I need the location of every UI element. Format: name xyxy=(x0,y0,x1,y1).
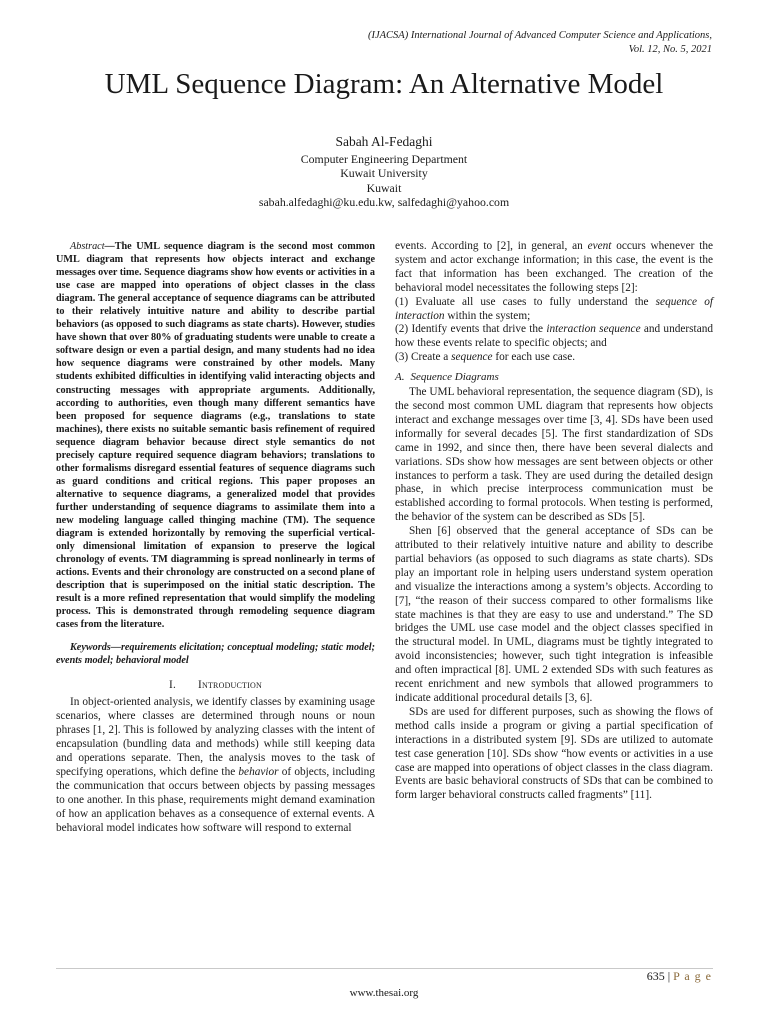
section-number: I. xyxy=(169,678,177,691)
footer-divider xyxy=(56,968,713,969)
section-heading-introduction xyxy=(56,679,375,693)
keywords xyxy=(56,641,375,667)
abstract-label: Abstract xyxy=(70,241,105,252)
subsection-title: Sequence Diagrams xyxy=(410,371,499,384)
keywords-label: Keywords xyxy=(70,642,111,654)
event-emphasis: event xyxy=(587,240,612,252)
step-3-text-b: for each use case. xyxy=(492,351,576,364)
sd-paragraph-2: Shen [6] observed that the general acceptance of SDs can be attributed to their relatively intuitive nature and ability to describe partial behaviors (as opposed to such diagrams as state charts). SDs play an important role in helping users understand system operation and visualize the interactions among a system’s objects. According to [7], “the reason of their success compared to other formalisms like state machines is that they are easy to use and understand.” The SD bridges the UML use case model and the object classes specified in the structural model. In UML, diagrams must be tightly integrated to avoid inconsistencies; however, such tight integration is infeasible and often impractical [8]. UML 2 extended SDs with such features as recent enrichment and new symbols that allowed programmers to indicate additional procedural details [3, 6]. xyxy=(395,525,713,704)
author-university: Kuwait University xyxy=(340,166,428,181)
step-1-text-a: (1) Evaluate all use cases to fully understand the xyxy=(395,295,656,308)
step-2-text-a: (2) Identify events that drive the xyxy=(395,323,547,336)
author-department: Computer Engineering Department xyxy=(300,152,468,166)
step-2 xyxy=(395,323,713,351)
journal-name: (IJACSA) International Journal of Advanced Computer Science and Applications, xyxy=(367,30,712,41)
page-number-value: 635 xyxy=(646,969,665,983)
subsection-heading xyxy=(395,371,713,385)
left-column xyxy=(56,240,375,835)
footer-website[interactable]: www.thesai.org xyxy=(349,987,419,999)
author-name: Sabah Al-Fedaghi xyxy=(335,134,433,149)
right-column xyxy=(395,240,713,803)
sd-paragraph-1: The UML behavioral representation, the sequence diagram (SD), is the second most common UML diagram that represents how objects interact and exchange messages over time [3, 4]. SDs have been used informally for several decades [5]. The first standardization of SDs came in 1992, and since then, there have been several dialects and variations. SDs show how messages are sent between objects or other instances to perform a task. They are used during the detailed design phase, in which precise interprocess communication must be established according to formal protocols. When testing is performed, the behavior of the system can be described as SDs [5]. xyxy=(395,386,713,524)
author-country: Kuwait xyxy=(366,180,402,195)
step-1 xyxy=(395,296,713,324)
page-separator: | xyxy=(664,969,674,983)
journal-header xyxy=(192,29,712,57)
abstract xyxy=(56,240,375,631)
intro-text-a: In object-oriented analysis, we identify classes by examining usage scenarios, where classes are determined through nouns or noun phrases [1, 2]. This is followed by analyzing classes with the intent of encapsulation (bundling data and methods) while still keeping data and operations separate. Then, the analysis moves to the task of specifying operations, which define the xyxy=(56,696,375,778)
abstract-dash: — xyxy=(104,241,115,252)
section-title: Introduction xyxy=(198,678,262,691)
step-2-text-b: and understand how these events relate to specific objects; and xyxy=(395,323,714,350)
sd-paragraph-3: SDs are used for different purposes, such as showing the flows of method calls inside a program or giving a partial specification of interactions in a distributed system [9]. SDs are utilized to automate test case generation [10]. SDs show “how events or activities in a use case are mapped into operations of object classes in the class diagram. Events are basic behavioral constructs of SDs that can be combined to form larger behavioral constructs called fragments” [11]. xyxy=(395,705,713,802)
page-word: P a g e xyxy=(673,969,712,983)
abstract-text: The UML sequence diagram is the second most common UML diagram that represents how objects interact and exchange messages over time. Sequence diagrams show how events or activities in a use case are mapped into operations of object classes in the class diagram. The general acceptance of sequence diagrams can be attributed to their relatively intuitive nature and ability to describe partial behaviors (as opposed to such diagrams as state charts). However, studies have shown that over 80% of graduating students were unable to create a software design or even a partial design, and many students had no idea how sequence diagrams were constrained by other models. Many students exhibited difficulties in identifying valid interacting objects and constructing messages with appropriate arguments. Additionally, according to authorities, even though many different semantics have been proposed for sequence diagrams (e.g., translations to state machines), there exists no suitable semantic basis refinement of required sequence diagram behavior because direct style semantics do not precisely capture required sequence diagram behaviors; translations to other formalisms disregard essential features of sequence diagrams such as guard conditions and critical regions. This paper proposes an alternative to sequence diagrams, a generalized model that provides further understanding of sequence diagrams to assimilate them into a new modeling language called thinging machine (TM). The sequence diagram is extended horizontally by removing the superficial vertical-only dimensional limitation of expansion to preserve the logical chronology of events. TM diagramming is spread nonlinearly in terms of actions. Events and their chronology are constructed on a second plane of description that is superimposed on the initial static description. The result is a more refined representation that would simplify the modeling process. This is demonstrated through remodeling sequence diagram cases from the literature. xyxy=(56,241,375,631)
step-1-text-b: within the system; xyxy=(444,309,531,322)
step-2-emphasis: interaction sequence xyxy=(546,323,641,336)
keywords-dash: — xyxy=(110,642,121,654)
intro-emphasis: behavior xyxy=(238,765,279,778)
author-affiliation xyxy=(0,152,768,209)
step-3 xyxy=(395,351,713,365)
subsection-number: A. xyxy=(395,371,405,384)
page-number xyxy=(647,969,712,984)
keywords-text: requirements elicitation; conceptual modeling; static model; events model; behavioral model xyxy=(56,642,375,667)
continued-text-a: events. According to [2], in general, an xyxy=(395,240,588,252)
intro-paragraph xyxy=(56,696,375,835)
step-3-emphasis: sequence xyxy=(451,351,493,364)
continued-paragraph xyxy=(395,240,713,296)
continued-text-b: occurs whenever the system and actor exchange information; in this case, the event is the fact that information has been exchanged. The creation of the behavioral model necessitates the following steps [2]: xyxy=(395,240,714,294)
paper-title: UML Sequence Diagram: An Alternative Model xyxy=(104,68,664,100)
journal-volume: Vol. 12, No. 5, 2021 xyxy=(628,44,712,55)
intro-text-b: of objects, including the communication that occurs between objects by passing messages to one another. In this phase, requirements might demand examination of how an application behaves as a consequence of external events. A behavioral model indicates how software will respond to external xyxy=(56,765,375,834)
step-3-text-a: (3) Create a xyxy=(395,351,452,364)
step-1-emphasis: sequence of interaction xyxy=(395,295,713,322)
author-emails[interactable]: sabah.alfedaghi@ku.edu.kw, salfedaghi@yahoo.com xyxy=(258,194,510,209)
